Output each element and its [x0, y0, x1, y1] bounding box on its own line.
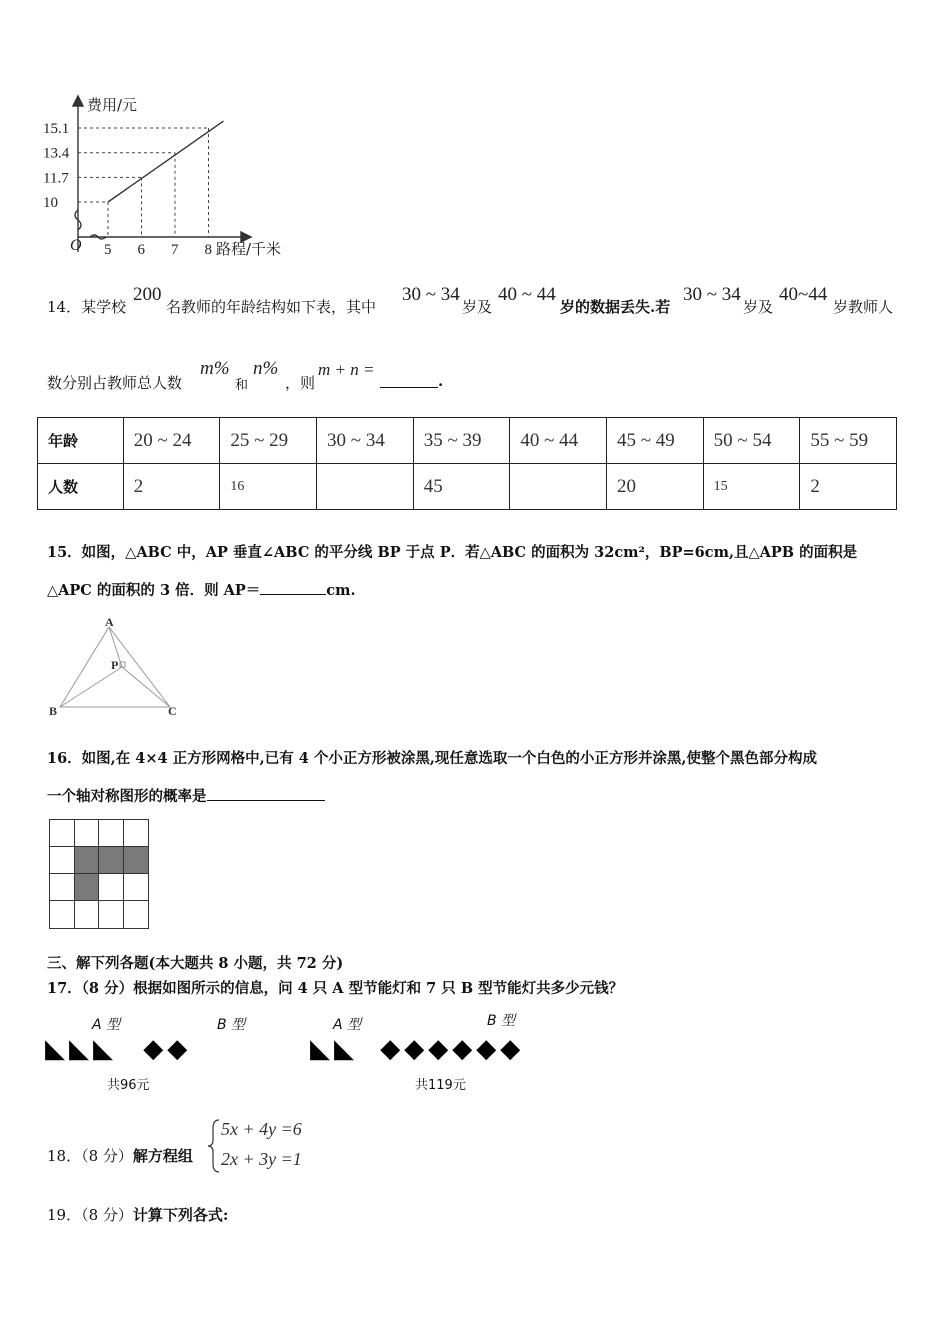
x-axis-label: 路程/千米: [216, 240, 282, 258]
q14-answer-blank: [380, 373, 438, 388]
grid-cell: [50, 820, 75, 847]
grid-cell: [75, 901, 100, 928]
x-tick-label: 5: [104, 242, 112, 258]
question-19: [47, 1204, 228, 1225]
vertex-c-label: C: [168, 704, 177, 718]
lamp-b-icon: ◆: [380, 1034, 405, 1064]
grid-cell: [99, 901, 124, 928]
section-3-title: 三、解下列各题(本大题共 8 小题，共 72 分): [47, 955, 344, 972]
grid-cell: [75, 820, 100, 847]
lamp-b-icon: ◆: [500, 1034, 525, 1064]
q19-number: 19．（8 分）: [47, 1206, 133, 1224]
table-cell: 50 ~ 54: [703, 418, 800, 464]
segment-bp: [60, 667, 122, 707]
table-row-count: [38, 464, 897, 510]
grid-cell-shaded: [124, 847, 149, 874]
axis-break: [75, 210, 106, 239]
cost-distance-graph: [30, 92, 300, 262]
y-axis-arrow: [73, 96, 83, 106]
grid-cell-shaded: [75, 847, 100, 874]
q14-range-3: 30 ~ 34: [683, 284, 741, 305]
y-tick-label: 10: [43, 195, 58, 211]
q18-text: 解方程组: [132, 1147, 193, 1165]
equation-1: 5x + 4y =6: [221, 1119, 302, 1139]
equation-2: 2x + 3y =1: [221, 1149, 302, 1169]
grid-cell-shaded: [99, 847, 124, 874]
table-cell: 20: [607, 464, 704, 510]
q14-expression: m + n =: [318, 360, 375, 379]
age-structure-table: [37, 417, 897, 510]
q14-text-4: 岁的数据丢失.若: [560, 298, 671, 316]
point-p-label: P: [111, 658, 119, 672]
q19-text: 计算下列各式:: [132, 1206, 229, 1224]
lamp-a-icon: ◣: [93, 1034, 117, 1064]
vertex-a-label: A: [105, 615, 114, 629]
table-cell: 20 ~ 24: [123, 418, 220, 464]
vertex-b-label: B: [49, 704, 58, 718]
table-cell: 15: [703, 464, 800, 510]
table-cell: 40 ~ 44: [510, 418, 607, 464]
lamp-b-icon: ◆: [452, 1034, 477, 1064]
x-tick-label: 7: [171, 242, 179, 258]
question-16-line2: [47, 785, 325, 806]
q14-text-1: 某学校: [81, 298, 127, 316]
triangle-abc-figure: [44, 615, 184, 720]
table-cell: 2: [123, 464, 220, 510]
lamp-b-icon: ◆: [404, 1034, 429, 1064]
lamp-a-icon: ◣: [45, 1034, 69, 1064]
q14-number: 14．: [47, 298, 82, 316]
grid-cell: [124, 874, 149, 901]
right-type-a-label: A 型: [333, 1017, 362, 1033]
q14-text-3: 岁及: [462, 298, 493, 316]
origin-label: O: [70, 237, 82, 254]
y-tick-label: 11.7: [43, 170, 69, 187]
left-type-b-label: B 型: [217, 1017, 246, 1033]
left-total-label: 共96元: [107, 1078, 150, 1093]
x-tick-label: 8: [204, 242, 212, 258]
table-row-age: [38, 418, 897, 464]
x-tick-label: 6: [137, 242, 145, 258]
question-18: [47, 1145, 193, 1166]
table-cell: 30 ~ 34: [317, 418, 414, 464]
grid-cell: [99, 874, 124, 901]
table-cell: [510, 464, 607, 510]
left-lamp-group: [45, 1034, 191, 1064]
table-cell: 16: [220, 464, 317, 510]
right-total-label: 共119元: [415, 1078, 466, 1093]
right-lamp-group: [310, 1034, 524, 1064]
q14-range-2: 40 ~ 44: [498, 284, 556, 305]
q16-answer-blank: [207, 786, 325, 801]
q14-text-5: 岁及: [743, 298, 774, 316]
table-header-count: 人数: [38, 464, 124, 510]
q14-teacher-count: 200: [133, 284, 162, 305]
q14-range-1: 30 ~ 34: [402, 284, 460, 305]
lamp-b-icon: ◆: [143, 1034, 168, 1064]
y-tick-label: 13.4: [43, 145, 70, 162]
question-15-line2: [47, 579, 356, 600]
q14-and: 和: [235, 378, 249, 393]
q18-number: 18．（8 分）: [47, 1147, 133, 1165]
q14-m-percent: m%: [200, 358, 230, 379]
table-cell: 55 ~ 59: [800, 418, 897, 464]
grid-cell: [50, 874, 75, 901]
grid-cell: [50, 847, 75, 874]
q14-range-4: 40~44: [779, 284, 828, 305]
q14-text-6: 岁教师人: [833, 298, 894, 316]
grid-cell: [99, 820, 124, 847]
left-type-a-label: A 型: [92, 1017, 121, 1033]
segment-pc: [122, 667, 170, 707]
lamp-a-icon: ◣: [334, 1034, 358, 1064]
table-cell: 2: [800, 464, 897, 510]
table-cell: 25 ~ 29: [220, 418, 317, 464]
grid-cell: [124, 901, 149, 928]
q14-text-2: 名教师的年龄结构如下表，其中: [166, 298, 377, 316]
table-cell: [317, 464, 414, 510]
equation-brace: [207, 1118, 221, 1174]
lamp-b-icon: ◆: [428, 1034, 453, 1064]
q14-end: .: [438, 372, 444, 390]
question-15-line1: 15．如图，△ABC 中，AP 垂直∠ABC 的平分线 BP 于点 P．若△ABC 的面积为 32cm²，BP=6cm,且△APB 的面积是: [47, 544, 858, 561]
question-16-line1: 16．如图,在 4×4 正方形网格中,已有 4 个小正方形被涂黑,现任意选取一个白色的小正方形并涂黑,使整个黑色部分构成: [47, 750, 817, 767]
lamp-b-icon: ◆: [167, 1034, 192, 1064]
q14-text-7: 数分别占教师总人数: [47, 374, 183, 392]
lamp-b-icon: ◆: [476, 1034, 501, 1064]
grid-4x4-figure: [49, 819, 149, 929]
table-header-age: 年龄: [38, 418, 124, 464]
q14-n-percent: n%: [253, 358, 279, 379]
grid-cell: [50, 901, 75, 928]
question-17: 17．（8 分）根据如图所示的信息，问 4 只 A 型节能灯和 7 只 B 型节能灯共多少元钱？: [47, 980, 624, 997]
grid-cell: [124, 820, 149, 847]
y-tick-label: 15.1: [43, 121, 70, 138]
q15-text: △APC 的面积的 3 倍．则 AP＝: [47, 582, 261, 599]
q14-text-8: ，则: [285, 374, 316, 392]
q15-answer-blank: [260, 580, 326, 595]
q16-text: 一个轴对称图形的概率是: [47, 788, 207, 805]
table-cell: 45: [413, 464, 510, 510]
y-axis-label: 费用/元: [87, 96, 138, 114]
table-cell: 35 ~ 39: [413, 418, 510, 464]
lamp-a-icon: ◣: [69, 1034, 93, 1064]
lamp-price-figure: [45, 1010, 615, 1095]
lamp-a-icon: ◣: [310, 1034, 334, 1064]
series-line: [108, 121, 224, 202]
right-type-b-label: B 型: [487, 1013, 516, 1029]
q15-unit: cm.: [326, 582, 356, 599]
grid-cell-shaded: [75, 874, 100, 901]
question-14-line1: [47, 296, 126, 317]
table-cell: 45 ~ 49: [607, 418, 704, 464]
